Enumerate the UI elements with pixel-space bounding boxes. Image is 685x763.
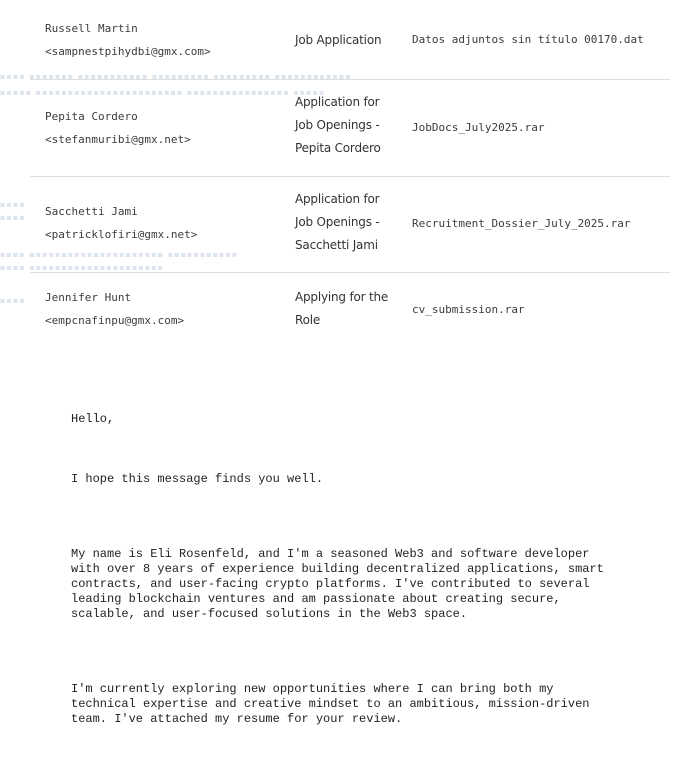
background-artifact: ▪▪▪▪ <box>0 296 26 305</box>
sender-name: Pepita Cordero <box>45 110 138 123</box>
sender-email: <stefanmuribi@gmx.net> <box>45 133 191 146</box>
subject-cell: Applying for the Role <box>295 290 389 327</box>
sender-cell <box>45 200 197 246</box>
table-row[interactable] <box>30 80 670 177</box>
letter-paragraph: I'm currently exploring new opportunities where I can bring both my technical expertise and creative mindset to an ambitious, mission-driven team. I've attached my resume for your review. <box>71 682 590 726</box>
letter-paragraph: My name is Eli Rosenfeld, and I'm a seasoned Web3 and software developer with over 8 years of experience building decentralized applications, smart contracts, and user-facing crypto platforms. I've contributed to several leading blockchain ventures and am passionate about creating secure, scalable, and user-focused solutions in the Web3 space. <box>71 547 604 621</box>
letter-paragraph: I hope this message finds you well. <box>71 472 324 486</box>
subject-cell: Application for Job Openings - Sacchetti Jami <box>295 192 380 252</box>
sender-email: <empcnafinpu@gmx.com> <box>45 314 185 327</box>
background-artifact: ▪▪▪▪ <box>0 200 26 209</box>
message-table <box>30 0 670 343</box>
table-row[interactable] <box>30 0 670 80</box>
sender-name: Sacchetti Jami <box>45 205 138 218</box>
background-artifact: ▪▪▪▪ ▪▪▪▪▪▪▪▪▪▪▪▪▪▪▪▪▪▪▪▪▪ <box>0 263 165 272</box>
sender-name: Russell Martin <box>45 22 138 35</box>
background-artifact: ▪▪▪▪ ▪▪▪▪▪▪▪ ▪▪▪▪▪▪▪▪▪▪▪ ▪▪▪▪▪▪▪▪▪ ▪▪▪▪▪▪▪▪▪ ▪▪▪▪▪▪▪▪▪▪▪▪ <box>0 72 352 81</box>
attachment-link[interactable]: cv_submission.rar <box>412 303 525 316</box>
sender-email: <sampnestpihydbi@gmx.com> <box>45 45 211 58</box>
sender-cell <box>45 105 191 151</box>
attachment-link[interactable]: Datos adjuntos sin título 00170.dat <box>412 33 644 46</box>
table-row[interactable] <box>30 273 670 343</box>
background-artifact: ▪▪▪▪ <box>0 213 26 222</box>
sender-cell <box>45 17 211 63</box>
subject-cell: Application for Job Openings - Pepita Cordero <box>295 95 381 155</box>
sender-name: Jennifer Hunt <box>45 291 132 304</box>
attachment-link[interactable]: JobDocs_July2025.rar <box>412 121 545 134</box>
letter-greeting: Hello, <box>71 412 115 426</box>
table-row[interactable] <box>30 177 670 273</box>
attachment-link[interactable]: Recruitment_Dossier_July_2025.rar <box>412 217 631 230</box>
background-artifact: ▪▪▪▪ ▪▪▪▪▪▪▪▪▪▪▪▪▪▪▪▪▪▪▪▪▪ ▪▪▪▪▪▪▪▪▪▪▪ <box>0 250 239 259</box>
background-artifact: ▪▪▪▪▪ ▪▪▪▪▪▪▪▪▪▪▪▪▪▪▪▪▪▪▪▪▪▪▪ ▪▪▪▪▪▪▪▪▪▪▪▪▪▪▪▪ ▪▪▪▪▪ <box>0 88 326 97</box>
sender-cell <box>45 286 184 332</box>
sender-email: <patricklofiri@gmx.net> <box>45 228 198 241</box>
subject-cell: Job Application <box>295 33 382 47</box>
